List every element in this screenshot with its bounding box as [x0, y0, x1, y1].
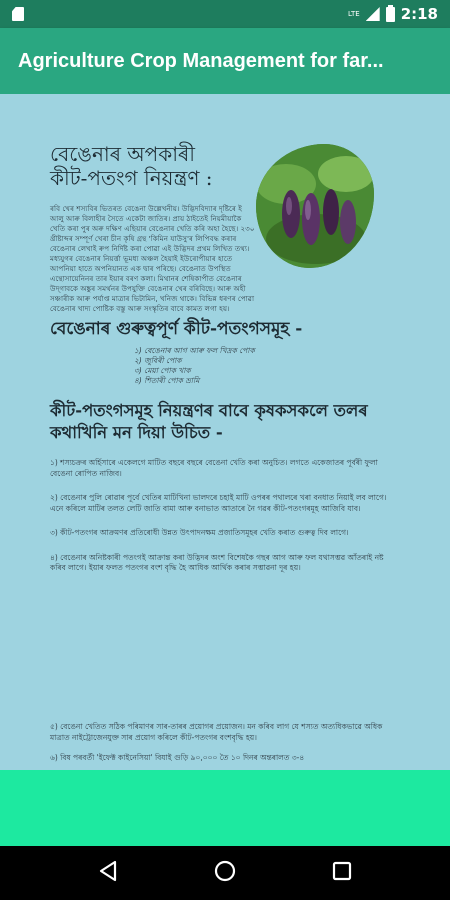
point-paragraph: ৪) বেঙেনাৰ অনিষ্টকাৰী পতংগই আক্ৰান্ত কৰা উদ্ভিদৰ অংশ বিশেষকৈ গছৰ আগ আৰু ফল যথাসম্ভৱ আঁতৰাই নষ্ট কৰিব লাগে। ইয়াৰ ফলত পতংগৰ বংশ বৃদ্ধি হৈ আধিক আৰ্থিক কৰাৰ সম্ভাৱনা দূৰ হয়।	[50, 552, 384, 572]
recent-apps-icon[interactable]	[332, 861, 352, 885]
point-paragraph: ২) বেঙেনাৰ পুলি ৰোৱাৰ পূৰ্বে খেতিৰ মাটিখিনা ভালদৰে চহাই মাটি ওপৰৰ পথালৰে খৰা বনধাত নিয়াই লব লাগে। এনে কৰিলে মাটিৰ তলত লেটি জাতি বামা আৰু বনাভাত আতাৰে নৈ গৱৰ কীট-পতংগৰমূহ আজিবি যাব।	[50, 493, 387, 513]
article-heading: বেঙেনাৰ অপকাৰী কীট-পতংগ নিয়ন্ত্ৰণ :	[50, 142, 213, 190]
article-content[interactable]	[0, 94, 450, 770]
pests-heading: বেঙেনাৰ গুৰুত্বপূৰ্ণ কীট-পতংগসমূহ -	[50, 319, 303, 339]
point-paragraph: ৫) বেঙেনা খেতিত সঠিক পৰিমাণৰ সাৰ-তাৰৰ প্ৰয়োগৰ প্ৰয়োজন। মন কৰিব লাগ যে শস্যত অত্যধিকভাৱে অধিক মাত্ৰাত নাইট্ৰোজেনযুক্ত সাৰ প্ৰয়োগ কৰিলে কীট-পতংগৰ বংশবৃদ্ধি হয়।	[50, 722, 383, 742]
home-icon[interactable]	[213, 859, 237, 887]
status-time: 2:18	[400, 5, 438, 23]
article-lower	[50, 722, 400, 764]
back-icon[interactable]	[98, 860, 118, 886]
point-paragraph: ৬) বিষ পৰবৰ্তী 'ইফেক্ট কাইনেসিয়া' বিযাই গুড়ি ৯০,০০০ তৈ ১০ দিনৰ অন্তৰালত ৩-৪	[50, 753, 305, 762]
pest-list	[134, 346, 400, 386]
app-bar	[0, 28, 450, 94]
list-item: ১) বেঙেনাৰ আগ আৰু ফল খিদ্ৰক পোক	[134, 346, 255, 355]
status-left	[12, 7, 24, 21]
battery-icon	[386, 7, 395, 22]
sd-card-icon	[12, 7, 24, 21]
status-bar	[0, 0, 450, 28]
list-item: ৪) শিতাৰী পোক ভ্ৰামি	[134, 376, 200, 385]
list-item: ২) জুবিৰী পোক	[134, 356, 182, 365]
ad-banner-area[interactable]	[0, 770, 450, 846]
point-paragraph: ৩) কীট-পতংগৰ আক্ৰমণৰ প্ৰতিৰোধী উন্নত উৎপাদনক্ষম প্ৰজাতিসমূহৰ খেতি কৰাত গুৰুত্ব দিব লাগে।	[50, 528, 349, 537]
navigation-bar	[0, 846, 450, 900]
control-heading: কীট-পতংগসমূহ নিয়ন্ত্ৰণৰ বাবে কৃষকসকলে তলৰ কথাখিনি মন দিয়া উচিত -	[50, 401, 368, 442]
intro-paragraph: ৰবি খেৰ শস্যবিৰ ভিতৰত বেঙেনা উল্লেখনীয়। উদ্ভিদবিদ্যাৰ দৃষ্টিৰে ই আলু আৰু বিলাহীৰ সৈতে একেটা জাতিৰ। প্ৰায় ঠাইতেই নিয়মীয়াকৈ খেতি কৰা পুৰ অৰু দক্ষিণ এছিয়াৰ বেঙেনাৰ খেতি কৰি অহা হৈছে। ২৩০ খ্ৰীষ্টাব্দৰ সম্পূৰ্ণ খেৰা চীন কৃষি গ্ৰন্থ 'কিমিন যাউসু'ৰ লিপিবদ্ধ কৰাৰ বেঙেনাৰ লেখাই ৰুপ নিৰ্দিষ্ট কৰা পোৱা এই উদ্ভিদৰ প্ৰথম লিখিত তথ্য। মধ্যযুগৰ বেঙেনাৰ নিয়ৰ্ত্তা ভূমধ্য অঞ্চল হৈয়াই ইউৰোপীয়াৰ হাতে আপনিয়া হাতে অপনিয়ানত এক দ্বাৰ পৰিছে। বেঙেনাত উপস্থিত এন্থোসায়েনিনৰ তাৰ ইয়াৰ বৰণ কলা। মিথানৰ শেষিকাপীত বেঙেনাৰ উদ্‌গাবকে অঙ্কুৰ সমৰ্থনৰ উপযুক্তি বেঙেনাৰ খেৰ বৰিবিছে। আৰু অহী সঞ্চাৰীক আৰু পৰ্যাপ্ত মাত্ৰাৰ ভিটামিন, খনিজ থাকে। বিভিন্ন ধৰণৰ পোৱা বেঙেনাৰ খাদ্য পোষ্টিক বস্তু আৰু সংস্কৃতিৰ বাবে কামত লগা হয়।	[50, 204, 255, 313]
eggplant-photo	[256, 144, 374, 268]
list-item: ৩) মেয়া পোক খাক	[134, 366, 191, 375]
point-paragraph: ১) শস্যচক্ৰৰ অৰ্হিসাৰে একেলগে মাটিত বছৰে বছৰে বেঙেনা খেতি কৰা অনুচিত। লগতে একেজাতৰ পূৰ্বৰী ফুলা বেঙেনা ৰোপিত নাজিব।	[50, 458, 378, 478]
status-right	[348, 5, 438, 23]
app-title: Agriculture Crop Management for far...	[18, 49, 384, 72]
article-body	[50, 142, 400, 574]
network-label: LTE	[348, 10, 360, 18]
signal-icon	[366, 7, 380, 21]
